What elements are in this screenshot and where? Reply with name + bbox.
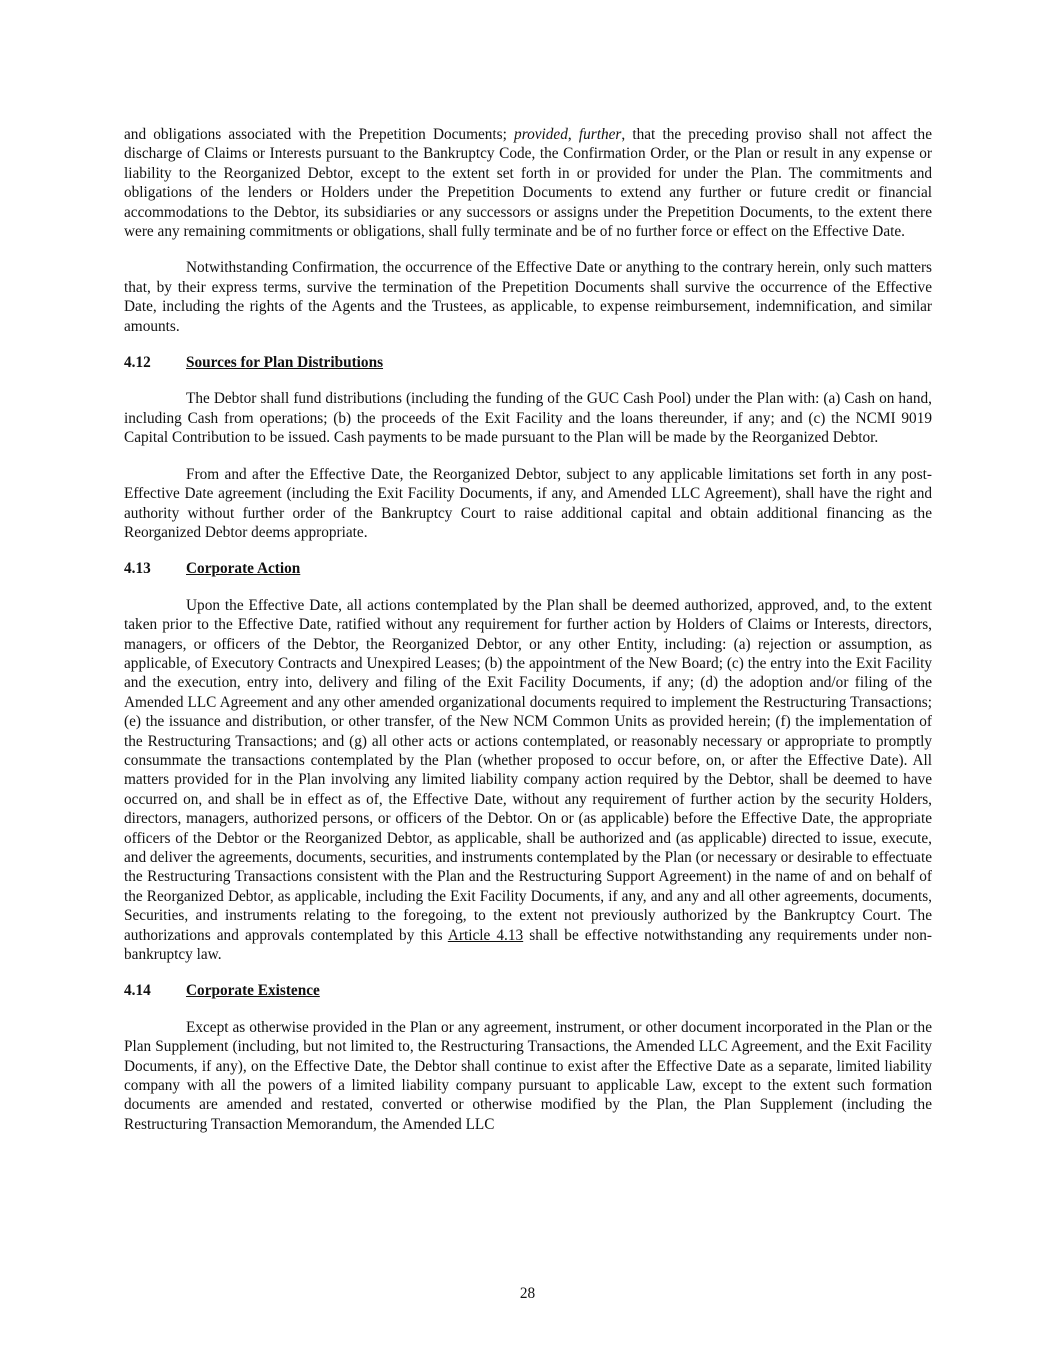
paragraph-corporate-action: Upon the Effective Date, all actions contemplated by the Plan shall be deemed authorized, approved, and, to the extent taken prior to the Effective Date, ratified without any requirement for further action by Holders of Claims or Interests, directors, managers, or officers of the Debtor, the Reorganized Debtor, or any other Entity, including: (a) rejection or assumption, as applicable, of Executory Contracts and Unexpired Leases; (b) the appointment of the New Board; (c) the entry into the Exit Facility and the execution, entry into, delivery and filing of the Exit Facility Documents, if any; (d) the adoption and/or filing of the Amended LLC Agreement and any other amended organizational documents required to implement the Restructuring Transactions; (e) the issuance and distribution, or other transfer, of the New NCM Common Units as provided herein; (f) the implementation of the Restructuring Transactions; and (g) all other acts or actions contemplated, or reasonably necessary or appropriate to promptly consummate the transactions contemplated by the Plan (whether proposed to occur before, on, or after the Effective Date). All matters provided for in the Plan involving any limited liability company action required by the Debtor, shall be deemed to have occurred on, and shall be in effect as of, the Effective Date, without any requirement of further action by the security Holders, directors, managers, authorized persons, or officers of the Debtor. On or (as applicable) before the Effective Date, the appropriate officers of the Debtor or the Reorganized Debtor, as applicable, shall be authorized and (as applicable) directed to issue, execute, and deliver the agreements, documents, securities, and instruments contemplated by the Plan (or necessary or desirable to effectuate the Restructuring Transactions consistent with the Plan and the Restructuring Support Agreement) in the name of and on behalf of the Reorganized Debtor, as applicable, including the Exit Facility Documents, if any, and any and all other agreements, documents, Securities, and instruments relating to the foregoing, to the extent not previously authorized by the Bankruptcy Court. The authorizations and approvals contemplated by this Article 4.13 shall be effective notwithstanding any requirements under non-bankruptcy law. — [124, 596, 932, 964]
section-heading-4-13 — [124, 559, 932, 578]
paragraph-corporate-existence: Except as otherwise provided in the Plan or any agreement, instrument, or other document incorporated in the Plan or the Plan Supplement (including, but not limited to, the Restructuring Transactions, the Amended LLC Agreement, and the Exit Facility Documents, if any), on the Effective Date, the Debtor shall continue to exist after the Effective Date as a separate, limited liability company with all the powers of a limited liability company pursuant to applicable Law, except to the extent such formation documents are amended and restated, converted or otherwise modified by the Plan, the Plan Supplement (including the Restructuring Transaction Memorandum, the Amended LLC — [124, 1018, 932, 1133]
paragraph-post-effective-financing: From and after the Effective Date, the Reorganized Debtor, subject to any applicable limitations set forth in any post-Effective Date agreement (including the Exit Facility Documents, if any, and Amended LLC Agreement), shall have the right and authority without further order of the Bankruptcy Court to raise additional capital and obtain additional financing as the Reorganized Debtor deems appropriate. — [124, 465, 932, 541]
section-number: 4.14 — [124, 982, 151, 1000]
section-title: Corporate Existence — [186, 982, 320, 1000]
section-number: 4.13 — [124, 560, 151, 578]
provided-term: provided — [514, 126, 568, 143]
paragraph-prepetition-obligations: and obligations associated with the Prepetition Documents; provided, further, that the preceding proviso shall not affect the discharge of Claims or Interests pursuant to the Bankruptcy Code, the Confirmation Order, or the Plan or result in any expense or liability to the Reorganized Debtor, except to the extent set forth in or provided for under the Plan. The commitments and obligations of the lenders or Holders under the Prepetition Documents to extend any further or future credit or financial accommodations to the Debtor, its subsidiaries or any successors or assigns under the Prepetition Documents, to the extent there were any remaining commitments or obligations, shall fully terminate and be of no further force or effect on the Effective Date. — [124, 126, 932, 241]
section-heading-4-14 — [124, 981, 932, 1000]
paragraph-notwithstanding-confirmation: Notwithstanding Confirmation, the occurrence of the Effective Date or anything to the contrary herein, only such matters that, by their express terms, survive the termination of the Prepetition Documents shall survive the occurrence of the Effective Date, including the rights of the Agents and the Trustees, as applicable, to expense reimbursement, indemnification, and similar amounts. — [124, 259, 932, 335]
paragraph-fund-distributions: The Debtor shall fund distributions (including the funding of the GUC Cash Pool) under the Plan with: (a) Cash on hand, including Cash from operations; (b) the proceeds of the Exit Facility and the loans thereunder, if any; and (c) the NCMI 9019 Capital Contribution to be issued. Cash payments to be made pursuant to the Plan will be made by the Reorganized Debtor. — [124, 390, 932, 447]
further-term: further — [578, 126, 622, 143]
section-heading-4-12 — [124, 353, 932, 372]
page-number: 28 — [519, 1285, 536, 1302]
section-title: Sources for Plan Distributions — [186, 354, 384, 372]
section-number: 4.12 — [124, 354, 151, 372]
section-title: Corporate Action — [186, 560, 301, 578]
article-reference-link[interactable]: Article 4.13 — [447, 926, 524, 944]
